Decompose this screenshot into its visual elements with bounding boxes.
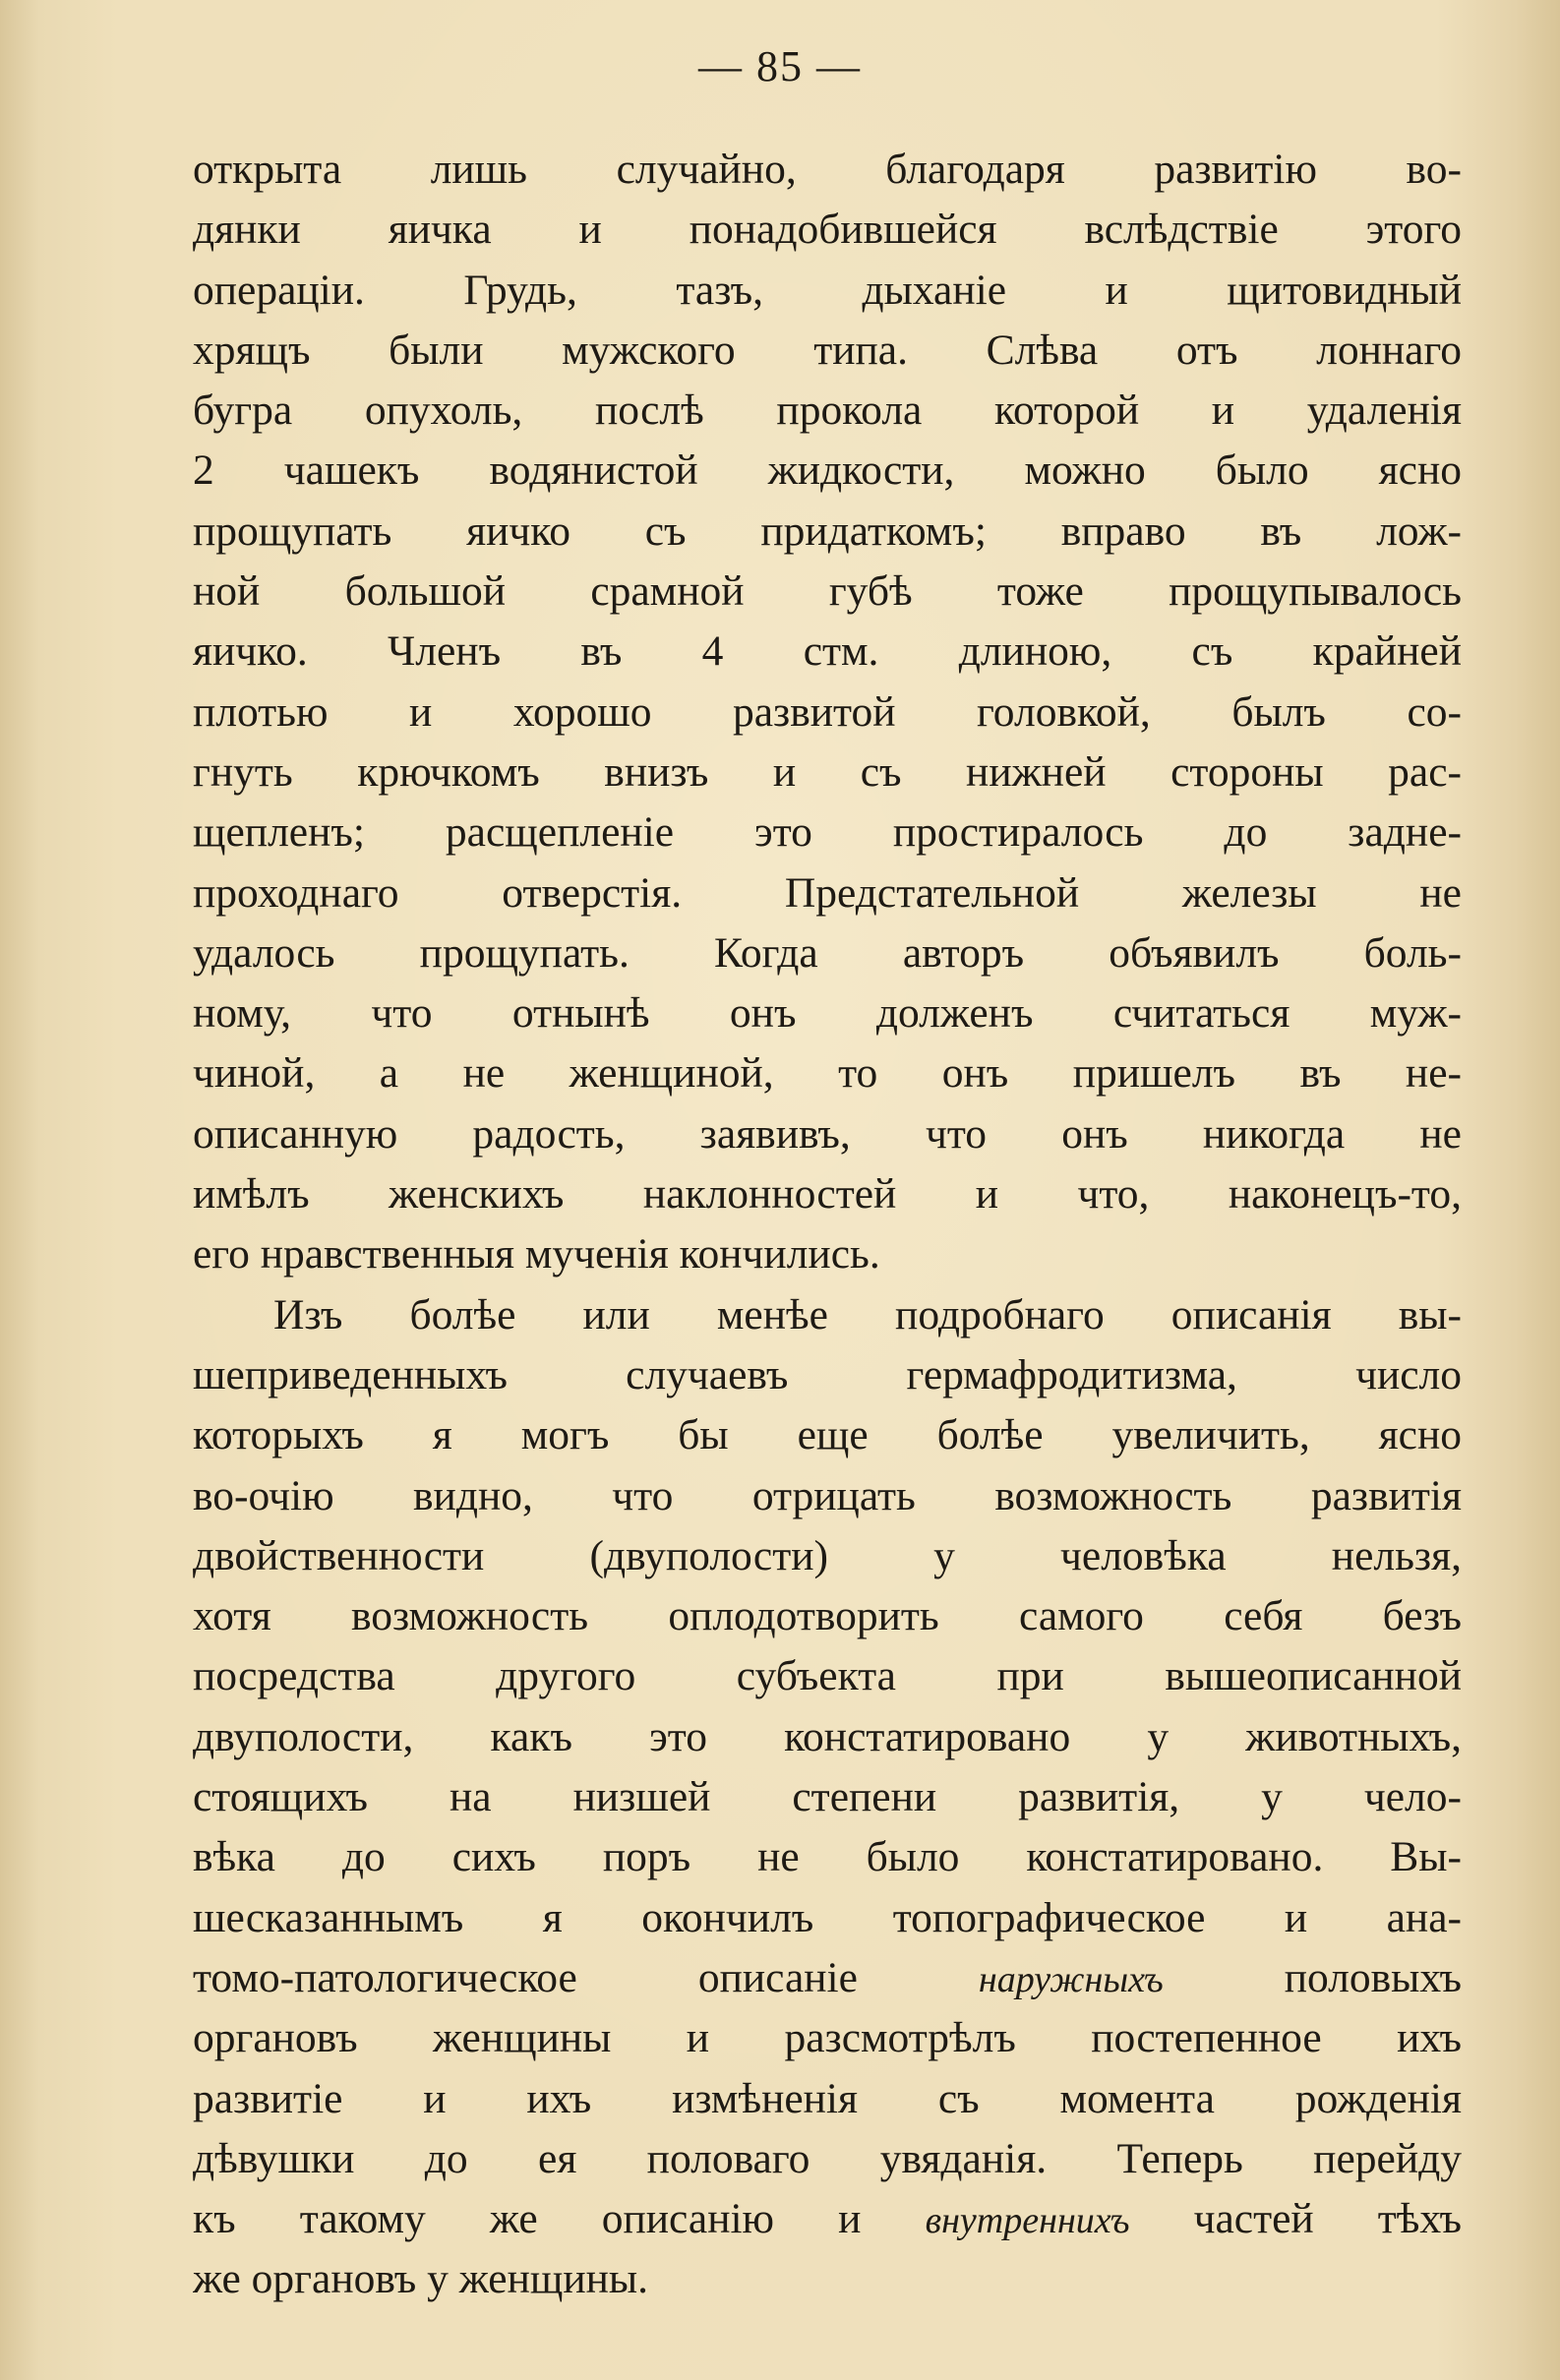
text-line: гнуть крючкомъ внизъ и съ нижней стороны рас-: [193, 747, 1462, 796]
paragraph-end-line: же органовъ у женщины.: [193, 2255, 649, 2303]
text-line: во-очію видно, что отрицать возможность развитія: [193, 1471, 1462, 1519]
text-line: вѣка до сихъ поръ не было констатировано. Вы-: [193, 1833, 1462, 1881]
text-segment: къ такому же описанію и: [193, 2195, 862, 2243]
text-line: органовъ женщины и разсмотрѣлъ постепенное ихъ: [193, 2014, 1462, 2062]
text-line: имѣлъ женскихъ наклонностей и что, наконецъ-то,: [193, 1170, 1462, 1219]
text-line: открыта лишь случайно, благодаря развитію во-: [193, 146, 1462, 193]
text-segment: томо-патологическое описаніе: [193, 1953, 858, 2001]
text-line: 2 чашекъ водянистой жидкости, можно было ясно: [193, 446, 1462, 495]
text-segment: частей тѣхъ: [1193, 2195, 1462, 2243]
text-line: развитіе и ихъ измѣненія съ момента рожденія: [193, 2074, 1462, 2122]
text-line: дянки яичка и понадобившейся вслѣдствіе этого: [193, 206, 1462, 254]
text-line-with-emphasis: [193, 1948, 1462, 2008]
text-line: хрящъ были мужского типа. Слѣва отъ лоннаго: [193, 326, 1462, 374]
text-line: операціи. Грудь, тазъ, дыханіе и щитовидный: [193, 266, 1462, 314]
text-line: бугра опухоль, послѣ прокола которой и удаленія: [193, 387, 1462, 435]
text-line: двойственности (двуполости) у человѣка нельзя,: [193, 1531, 1462, 1579]
text-line-with-emphasis: [193, 2189, 1462, 2249]
text-line: плотью и хорошо развитой головкой, былъ со-: [193, 687, 1462, 736]
body-text: [193, 140, 1462, 2310]
emphasis-word: наружныхъ: [978, 1958, 1164, 2000]
text-line: проходнаго отверстія. Предстательной железы не: [193, 868, 1462, 917]
text-line: шеприведенныхъ случаевъ гермафродитизма, число: [193, 1350, 1462, 1398]
text-line: чиной, а не женщиной, то онъ пришелъ въ не-: [193, 1049, 1462, 1098]
text-line: удалось прощупать. Когда авторъ объявилъ боль-: [193, 928, 1462, 977]
text-line: яичко. Членъ въ 4 стм. длиною, съ крайней: [193, 627, 1462, 676]
text-line: двуполости, какъ это констатировано у животныхъ,: [193, 1712, 1462, 1760]
text-line: описанную радость, заявивъ, что онъ никогда не: [193, 1109, 1462, 1158]
text-line: прощупать яичко съ придаткомъ; вправо въ лож-: [193, 506, 1462, 555]
text-segment: половыхъ: [1284, 1953, 1462, 2001]
text-line: шесказаннымъ я окончилъ топографическое и ана-: [193, 1893, 1462, 1941]
text-line: ному, что отнынѣ онъ долженъ считаться муж-: [193, 989, 1462, 1038]
text-line: посредства другого субъекта при вышеописанной: [193, 1652, 1462, 1700]
text-line: ной большой срамной губѣ тоже прощупывалось: [193, 567, 1462, 616]
text-line: щепленъ; расщепленіе это простиралось до задне-: [193, 808, 1462, 857]
paragraph-end-line: его нравственныя мученія кончились.: [193, 1230, 880, 1279]
paragraph-start-line: Изъ болѣе или менѣе подробнаго описанія вы-: [273, 1290, 1462, 1339]
emphasis-word: внутреннихъ: [925, 2200, 1130, 2242]
page-number: — 85 —: [698, 42, 862, 90]
text-line: дѣвушки до ея половаго увяданія. Теперь перейду: [193, 2134, 1462, 2182]
text-line: хотя возможность оплодотворить самого себя безъ: [193, 1592, 1462, 1640]
text-line: которыхъ я могъ бы еще болѣе увеличить, ясно: [193, 1411, 1462, 1459]
text-line: стоящихъ на низшей степени развитія, у чело-: [193, 1773, 1462, 1821]
